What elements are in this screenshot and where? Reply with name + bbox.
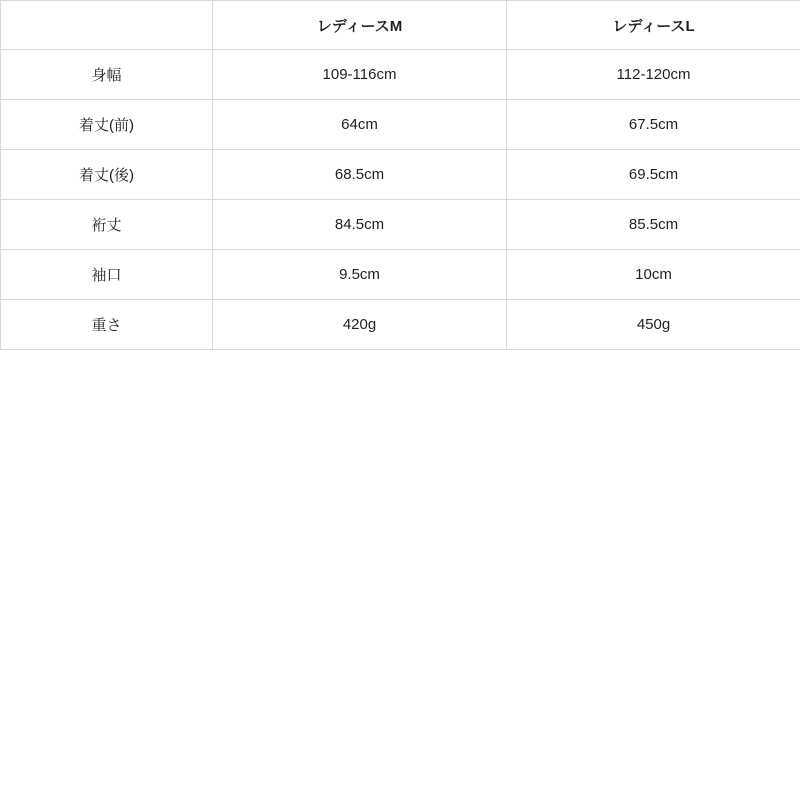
cell-ladies-m: 109-116cm <box>213 50 507 100</box>
table-row <box>1 100 800 150</box>
cell-ladies-l: 85.5cm <box>507 200 800 250</box>
table-row <box>1 150 800 200</box>
table-row <box>1 250 800 300</box>
empty-space <box>0 350 800 810</box>
cell-ladies-m: 420g <box>213 300 507 350</box>
table-header-row <box>1 1 800 50</box>
cell-ladies-m: 64cm <box>213 100 507 150</box>
table-row <box>1 200 800 250</box>
cell-ladies-l: 69.5cm <box>507 150 800 200</box>
cell-ladies-m: 68.5cm <box>213 150 507 200</box>
row-header-measure: 重さ <box>1 300 213 350</box>
table-row <box>1 300 800 350</box>
row-header-measure: 身幅 <box>1 50 213 100</box>
cell-ladies-l: 10cm <box>507 250 800 300</box>
cell-ladies-l: 112-120cm <box>507 50 800 100</box>
cell-ladies-m: 9.5cm <box>213 250 507 300</box>
cell-ladies-l: 450g <box>507 300 800 350</box>
table-corner-cell <box>1 1 213 50</box>
row-header-measure: 袖口 <box>1 250 213 300</box>
table-row <box>1 50 800 100</box>
table-body <box>1 50 800 350</box>
row-header-measure: 裄丈 <box>1 200 213 250</box>
column-header-ladies-l: レディースL <box>507 1 800 50</box>
cell-ladies-l: 67.5cm <box>507 100 800 150</box>
column-header-ladies-m: レディースM <box>213 1 507 50</box>
size-table <box>0 0 800 350</box>
row-header-measure: 着丈(前) <box>1 100 213 150</box>
row-header-measure: 着丈(後) <box>1 150 213 200</box>
table-header <box>1 1 800 50</box>
cell-ladies-m: 84.5cm <box>213 200 507 250</box>
